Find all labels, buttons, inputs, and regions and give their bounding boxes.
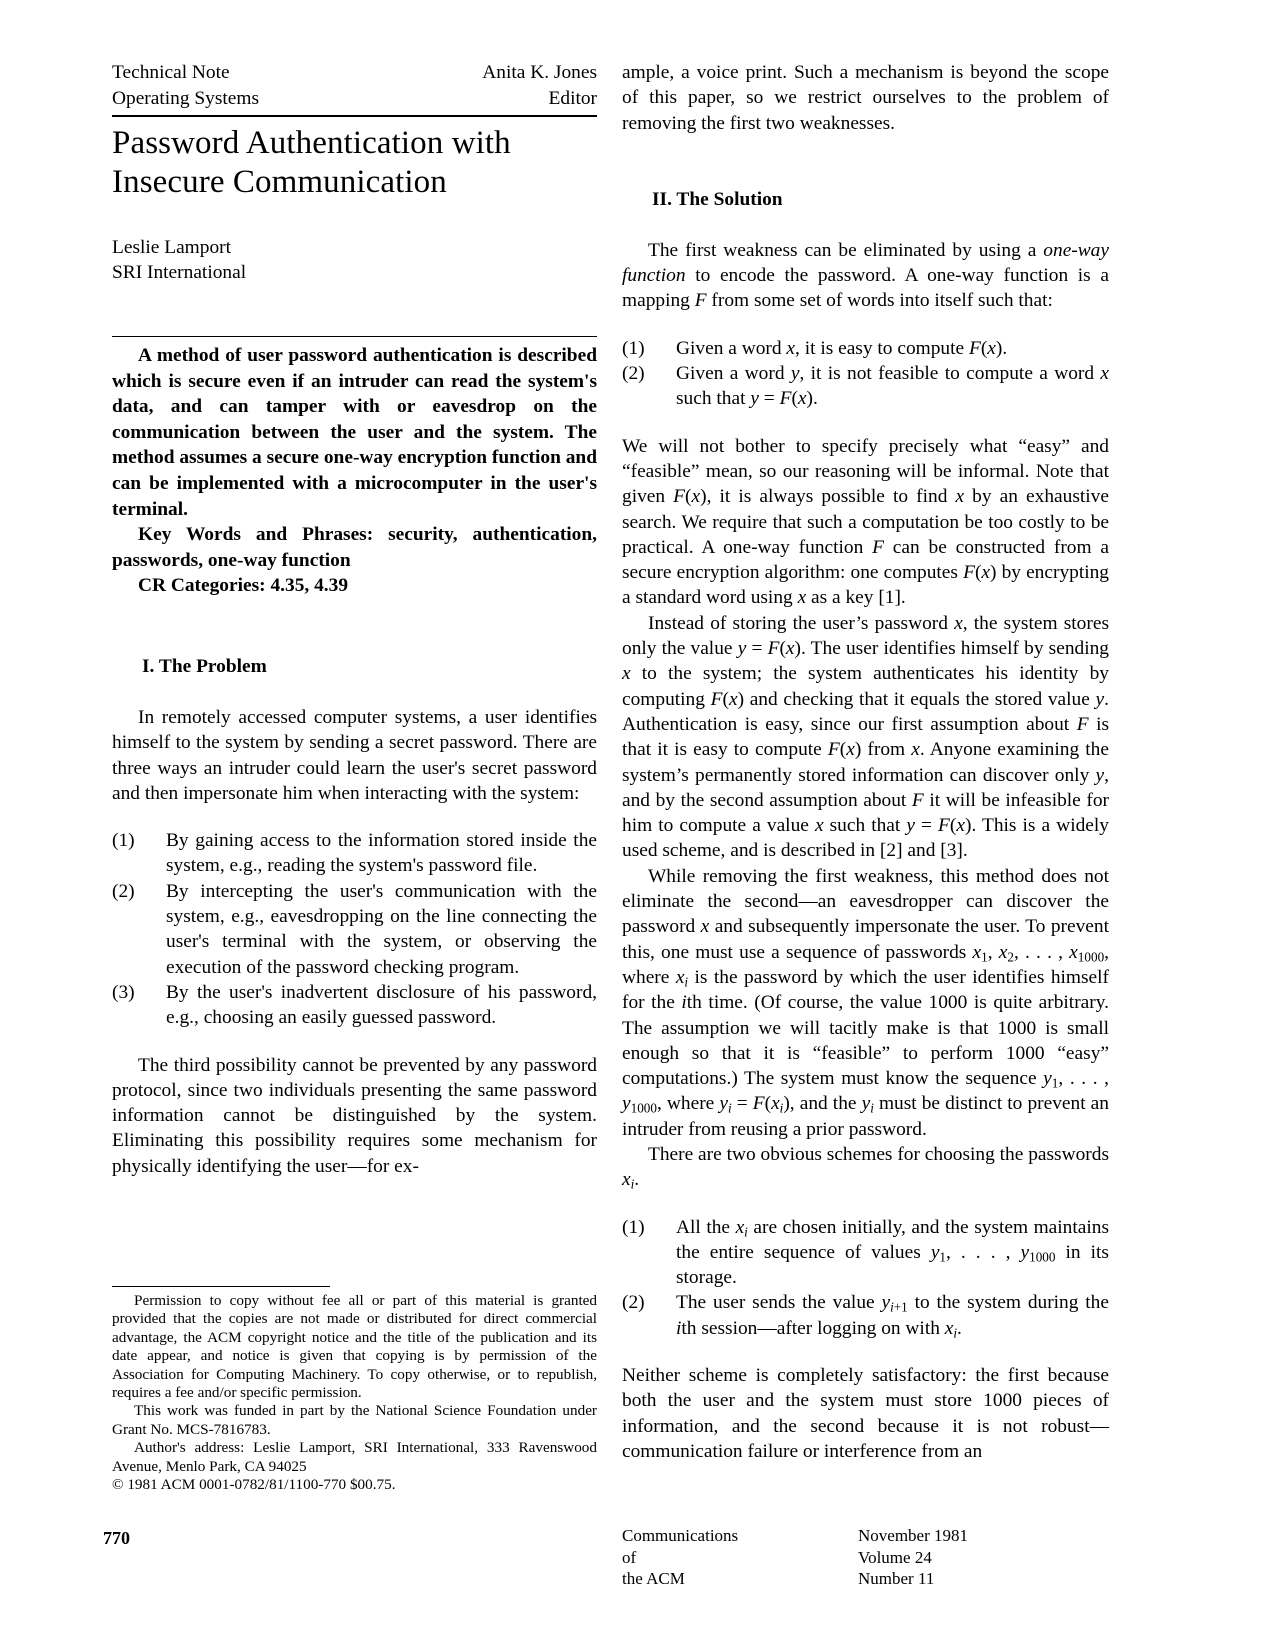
- list-marker: (2): [622, 1292, 645, 1314]
- section2-paragraph-6: Neither scheme is completely satisfactory: the first because both the user and the system must store 1000 pieces of information, and the second because it is not robust—communication failure or interference from an: [622, 1365, 1109, 1462]
- section1-paragraph-1: In remotely accessed computer systems, a user identifies himself to the system by sending a secret password. There are three ways an intruder could learn the user's secret password and then impersonate him when interacting with the system:: [112, 706, 597, 804]
- section-heading-1: I. The Problem: [142, 655, 267, 677]
- masthead-editor-name: Anita K. Jones: [482, 62, 597, 83]
- footer-journal-line-2: of: [622, 1547, 637, 1567]
- list-text: By gaining access to the information stored inside the system, e.g., reading the system's password file.: [166, 830, 597, 877]
- section2-paragraph-2: We will not bother to specify precisely what “easy” and “feasible” mean, so our reasoning will be informal. Note that given F(x), it is always possible to find x by an exhaustive search. We require that such a computation be too costly to be practical. A one-way function F can be constructed from a secure encryption algorithm: one computes F(x) by encrypting a standard word using x as a key [1].: [622, 435, 1109, 609]
- page-number: 770: [103, 1528, 130, 1548]
- footer-issue-date: November 1981: [858, 1526, 969, 1545]
- list-marker: (2): [112, 880, 135, 902]
- masthead-department: Operating Systems: [112, 88, 260, 109]
- footnote-funding: This work was funded in part by the National Science Foundation under Grant No. MCS-7816783.: [112, 1402, 597, 1438]
- abstract-rule: [112, 336, 597, 337]
- footer-journal-name: [622, 1525, 738, 1590]
- section-heading-2: II. The Solution: [652, 188, 783, 210]
- masthead: [112, 60, 597, 117]
- footnote-block: [112, 1286, 597, 1494]
- footnote-permission: Permission to copy without fee all or part of this material is granted provided that the copies are not made or distributed for direct commercial advantage, the ACM copyright notice and the title of the publication and its date appear, and notice is given that copying is by permission of the Association for Computing Machinery. To copy otherwise, or to republish, requires a fee and/or specific permission.: [112, 1292, 597, 1402]
- list-item: [622, 1290, 1109, 1341]
- footer-issue-info: [858, 1525, 968, 1590]
- author-name: Leslie Lamport: [112, 237, 231, 258]
- abstract-block: [112, 336, 597, 599]
- footer-issue-volume: Volume 24: [858, 1547, 932, 1567]
- section2-list-1: [622, 336, 1109, 412]
- section2-paragraph-3: Instead of storing the user’s password x, the system stores only the value y = F(x). The user identifies himself by sending x to the system; the system authenticates his identity by computing F(x) and checking that it equals the stored value y. Authentication is easy, since our first assumption about F is that it is easy to compute F(x) from x. Anyone examining the system’s permanently stored information can discover only y, and by the second assumption about F it will be infeasible for him to compute a value x such that y = F(x). This is a widely used scheme, and is described in [2] and [3].: [622, 612, 1110, 862]
- list-text: All the $x_i$ are chosen initially, and the system maintains the entire sequence of values $y_1$, . . . , $y_{1000}$ in its storage.: [676, 1216, 1109, 1289]
- masthead-note-type: Technical Note: [112, 62, 230, 83]
- s2p1-c: from some set of words into itself such that:: [706, 290, 1053, 312]
- section2-paragraph-4: While removing the first weakness, this method does not eliminate the second—an eavesdropper can discover the password x and subsequently impersonate the user. To prevent this, one must use a sequence of passwords $x_1$, $x_2$, . . . , $x_{1000}$, where $x_i$ is the password by which the user identifies himself for the ith time. (Of course, the value 1000 is quite arbitrary. The assumption we will tacitly make is that 1000 is small enough so that it is “feasible” to perform 1000 “easy” computations.) The system must know the sequence $y_1$, . . . , $y_{1000}$, where $y_i = F(x_i)$, and the $y_i$ must be distinct to prevent an intruder from reusing a prior password.: [622, 865, 1110, 1140]
- footnote-author-address: Author's address: Leslie Lamport, SRI International, 333 Ravenswood Avenue, Menlo Park, CA 94025: [112, 1439, 597, 1475]
- list-marker: (2): [622, 363, 645, 385]
- title-line-2: Insecure Communication: [112, 164, 447, 200]
- footer-journal-line-3: the ACM: [622, 1569, 685, 1588]
- list-marker: (3): [112, 981, 135, 1003]
- section2-paragraph-5: There are two obvious schemes for choosing the passwords $x_i$.: [622, 1143, 1109, 1192]
- continued-paragraph: ample, a voice print. Such a mechanism is beyond the scope of this paper, so we restrict ourselves to the problem of removing the first two weaknesses.: [622, 62, 1109, 134]
- section2-list-2: [622, 1215, 1109, 1341]
- right-column: [622, 60, 1109, 1464]
- page-title: [112, 124, 597, 202]
- list-marker: (1): [622, 337, 645, 359]
- s2p1-emphasis: one-way function: [622, 239, 1109, 287]
- left-column: [112, 60, 597, 1179]
- masthead-row-1: [112, 60, 597, 86]
- abstract-cr-categories: CR Categories: 4.35, 4.39: [138, 575, 349, 597]
- section1-paragraph-2: The third possibility cannot be prevented by any password protocol, since two individuals presenting the same password information cannot be distinguished by the system. Eliminating this possibility requires some mechanism for physically identifying the user—for ex-: [112, 1054, 597, 1177]
- masthead-rule: [112, 115, 597, 117]
- abstract-text: A method of user password authentication is described which is secure even if an intruder can read the system's data, and can tamper with or eavesdrop on the communication between the user and the system. The method assumes a secure one-way encryption function and can be implemented with a microcomputer in the user's terminal.: [112, 345, 597, 520]
- list-item: [112, 980, 597, 1031]
- list-item: [112, 879, 597, 980]
- footer-journal-line-1: Communications: [622, 1526, 739, 1545]
- list-text: By the user's inadvertent disclosure of his password, e.g., choosing an easily guessed password.: [166, 981, 597, 1029]
- list-item: [622, 1215, 1109, 1291]
- abstract-keywords: Key Words and Phrases: security, authentication, passwords, one-way function: [112, 524, 597, 571]
- list-marker: (1): [112, 830, 135, 852]
- author-affiliation: SRI International: [112, 262, 247, 283]
- footer-issue-number: Number 11: [858, 1569, 935, 1588]
- masthead-row-2: [112, 86, 597, 112]
- list-item: [112, 828, 597, 879]
- section2-paragraph-1: [622, 238, 1109, 314]
- s2p1-a: The first weakness can be eliminated by using a: [648, 239, 1044, 261]
- list-item: [622, 336, 1109, 361]
- section1-list: [112, 828, 597, 1030]
- list-text: Given a word y, it is not feasible to compute a word x such that y = F(x).: [676, 363, 1109, 410]
- footnote-copyright: © 1981 ACM 0001-0782/81/1100-770 $00.75.: [112, 1476, 396, 1494]
- list-item: [622, 361, 1109, 412]
- list-text: By intercepting the user's communication with the system, e.g., eavesdropping on the line connecting the user's terminal with the system, or observing the execution of the password checking program.: [166, 880, 597, 978]
- byline: [112, 235, 597, 285]
- list-marker: (1): [622, 1216, 645, 1238]
- s2p1-function-symbol: F: [694, 290, 707, 312]
- title-line-1: Password Authentication with: [112, 125, 511, 161]
- list-text: Given a word x, it is easy to compute F(x).: [676, 337, 1008, 359]
- list-text: The user sends the value $y_{i+1}$ to the system during the ith session—after logging on with $x_i$.: [676, 1292, 1109, 1341]
- footnote-rule: [112, 1286, 330, 1287]
- masthead-editor-role: Editor: [548, 88, 597, 109]
- s2p1-b: to encode the password. A one-way function is a mapping: [622, 265, 1109, 312]
